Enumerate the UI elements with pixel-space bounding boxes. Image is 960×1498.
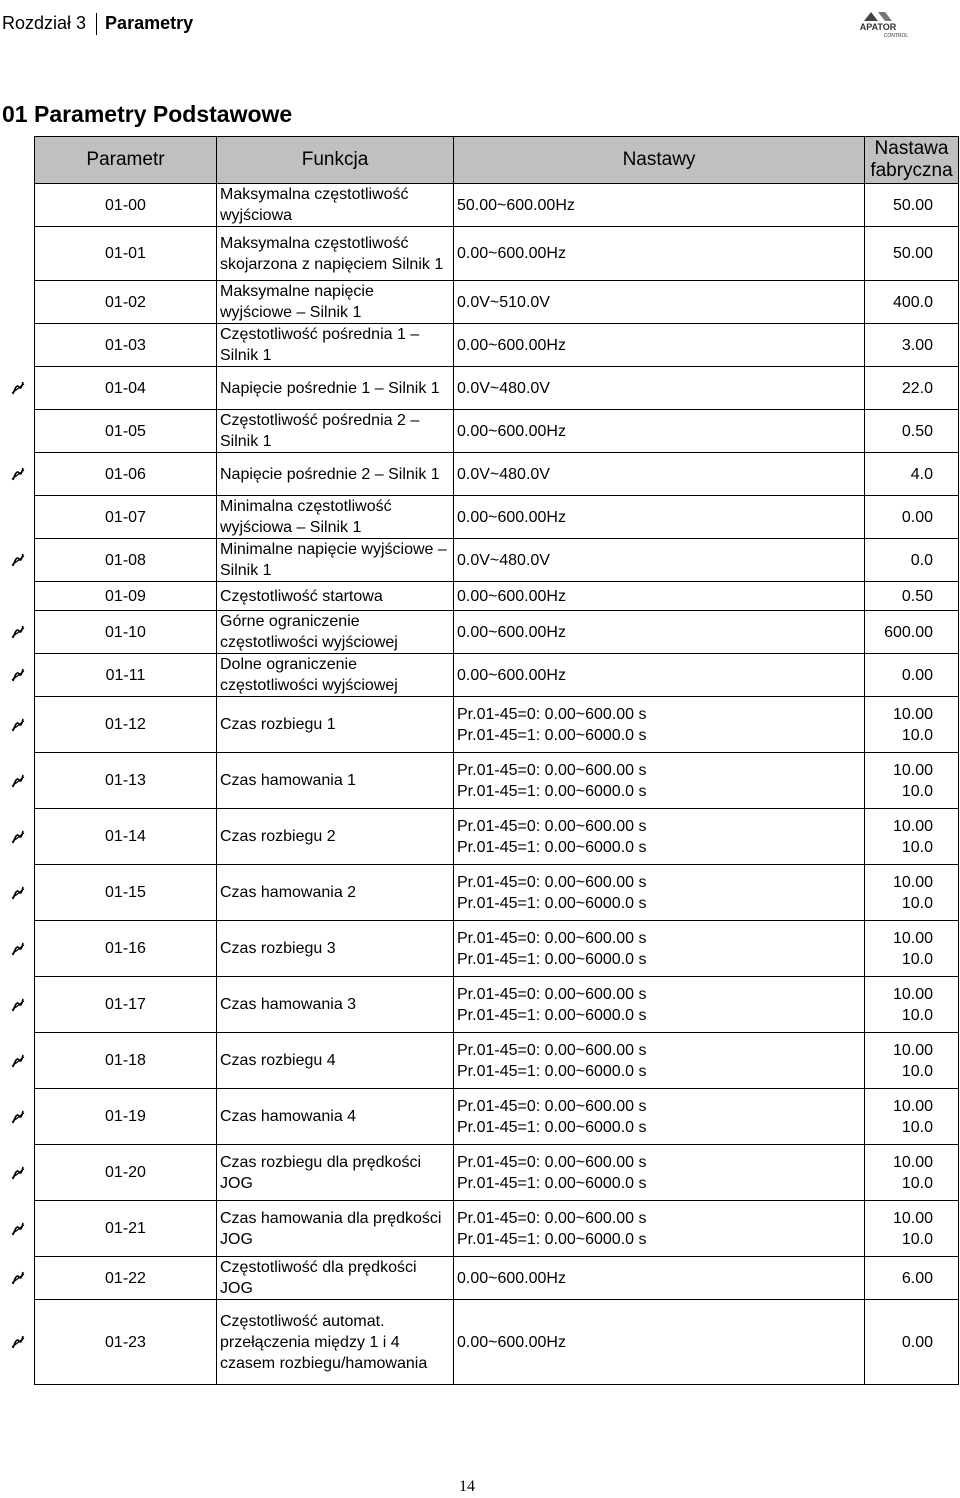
param-default: 6.00 bbox=[865, 1257, 959, 1300]
runtime-change-icon bbox=[11, 716, 25, 734]
column-header-function: Funkcja bbox=[217, 137, 454, 184]
column-header-default: Nastawa fabryczna bbox=[865, 137, 959, 184]
param-default: 22.0 bbox=[865, 367, 959, 410]
default-line: 10.0 bbox=[901, 782, 933, 800]
table-row bbox=[35, 977, 959, 1033]
param-code bbox=[35, 697, 217, 753]
parameter-table bbox=[34, 136, 959, 1385]
param-settings: 0.00~600.00Hz bbox=[454, 324, 865, 367]
param-code bbox=[35, 582, 217, 611]
default-line: 10.0 bbox=[901, 894, 933, 912]
param-code-text: 01-11 bbox=[105, 666, 146, 684]
param-function: Górne ograniczenie częstotliwości wyjściowej bbox=[217, 611, 454, 654]
settings-line: Pr.01-45=1: 0.00~6000.0 s bbox=[457, 838, 647, 856]
chapter-number: Rozdział 3 bbox=[2, 13, 87, 33]
param-settings: 0.00~600.00Hz bbox=[454, 1300, 865, 1385]
table-row bbox=[35, 611, 959, 654]
param-settings: 0.00~600.00Hz bbox=[454, 496, 865, 539]
default-line: 10.0 bbox=[901, 726, 933, 744]
table-row bbox=[35, 1033, 959, 1089]
param-default: 50.00 bbox=[865, 227, 959, 281]
table-row bbox=[35, 281, 959, 324]
settings-line: Pr.01-45=1: 0.00~6000.0 s bbox=[457, 1118, 647, 1136]
param-default: 3.00 bbox=[865, 324, 959, 367]
param-code-text: 01-20 bbox=[105, 1164, 146, 1181]
param-default: 0.00 bbox=[865, 496, 959, 539]
param-code bbox=[35, 367, 217, 410]
param-function: Czas hamowania 3 bbox=[217, 977, 454, 1033]
param-default: 0.00 bbox=[865, 1300, 959, 1385]
runtime-change-icon bbox=[11, 884, 25, 902]
settings-line: Pr.01-45=0: 0.00~600.00 s bbox=[457, 1209, 647, 1227]
param-settings bbox=[454, 1089, 865, 1145]
svg-text:APATOR: APATOR bbox=[859, 22, 897, 32]
svg-text:CONTROL: CONTROL bbox=[883, 33, 909, 38]
table-row bbox=[35, 654, 959, 697]
settings-line: Pr.01-45=0: 0.00~600.00 s bbox=[457, 1153, 647, 1171]
param-code bbox=[35, 654, 217, 697]
settings-line: Pr.01-45=1: 0.00~6000.0 s bbox=[457, 1230, 647, 1248]
table-row bbox=[35, 753, 959, 809]
table-row bbox=[35, 453, 959, 496]
param-code bbox=[35, 1257, 217, 1300]
param-settings: 0.00~600.00Hz bbox=[454, 410, 865, 453]
param-code bbox=[35, 184, 217, 227]
runtime-change-icon bbox=[11, 1220, 25, 1238]
param-default: 400.0 bbox=[865, 281, 959, 324]
param-function: Napięcie pośrednie 1 – Silnik 1 bbox=[217, 367, 454, 410]
table-body bbox=[35, 184, 959, 1385]
param-settings: 0.00~600.00Hz bbox=[454, 582, 865, 611]
settings-line: Pr.01-45=0: 0.00~600.00 s bbox=[457, 929, 647, 947]
param-code-text: 01-13 bbox=[105, 772, 146, 789]
default-line: 10.00 bbox=[892, 985, 933, 1003]
table-row bbox=[35, 1300, 959, 1385]
settings-line: Pr.01-45=0: 0.00~600.00 s bbox=[457, 1097, 647, 1115]
param-code bbox=[35, 753, 217, 809]
table-row bbox=[35, 410, 959, 453]
param-settings bbox=[454, 977, 865, 1033]
column-header-parameter: Parametr bbox=[35, 137, 217, 184]
param-default bbox=[865, 1145, 959, 1201]
param-settings: 0.0V~480.0V bbox=[454, 367, 865, 410]
param-default bbox=[865, 1201, 959, 1257]
table-row bbox=[35, 227, 959, 281]
param-function: Minimalne napięcie wyjściowe – Silnik 1 bbox=[217, 539, 454, 582]
param-default: 4.0 bbox=[865, 453, 959, 496]
runtime-change-icon bbox=[11, 1333, 25, 1351]
runtime-change-icon bbox=[11, 465, 25, 483]
param-settings: 0.00~600.00Hz bbox=[454, 227, 865, 281]
param-code bbox=[35, 453, 217, 496]
table-row bbox=[35, 582, 959, 611]
default-line: 10.0 bbox=[901, 1006, 933, 1024]
param-code bbox=[35, 865, 217, 921]
settings-line: Pr.01-45=0: 0.00~600.00 s bbox=[457, 817, 647, 835]
param-default: 600.00 bbox=[865, 611, 959, 654]
param-code bbox=[35, 1145, 217, 1201]
param-code-text: 01-16 bbox=[105, 940, 146, 957]
param-code bbox=[35, 281, 217, 324]
settings-line: Pr.01-45=1: 0.00~6000.0 s bbox=[457, 782, 647, 800]
param-function: Czas hamowania 2 bbox=[217, 865, 454, 921]
param-settings: 0.00~600.00Hz bbox=[454, 1257, 865, 1300]
param-code bbox=[35, 809, 217, 865]
param-function: Maksymalna częstotliwość wyjściowa bbox=[217, 184, 454, 227]
column-header-settings: Nastawy bbox=[454, 137, 865, 184]
param-settings bbox=[454, 1145, 865, 1201]
param-code-text: 01-05 bbox=[105, 422, 146, 440]
runtime-change-icon bbox=[11, 772, 25, 790]
table-row bbox=[35, 539, 959, 582]
param-function: Minimalna częstotliwość wyjściowa – Silnik 1 bbox=[217, 496, 454, 539]
param-settings bbox=[454, 865, 865, 921]
param-default bbox=[865, 1033, 959, 1089]
param-code bbox=[35, 227, 217, 281]
runtime-change-icon bbox=[11, 828, 25, 846]
settings-line: Pr.01-45=1: 0.00~6000.0 s bbox=[457, 1062, 647, 1080]
runtime-change-icon bbox=[11, 1052, 25, 1070]
runtime-change-icon bbox=[11, 666, 25, 684]
param-default bbox=[865, 697, 959, 753]
table-row bbox=[35, 865, 959, 921]
param-default: 0.50 bbox=[865, 410, 959, 453]
settings-line: Pr.01-45=0: 0.00~600.00 s bbox=[457, 761, 647, 779]
settings-line: Pr.01-45=0: 0.00~600.00 s bbox=[457, 873, 647, 891]
param-function: Częstotliwość automat. przełączenia między 1 i 4 czasem rozbiegu/hamowania bbox=[217, 1300, 454, 1385]
param-function: Czas rozbiegu 2 bbox=[217, 809, 454, 865]
param-code-text: 01-23 bbox=[105, 1333, 146, 1351]
default-line: 10.0 bbox=[901, 838, 933, 856]
param-default bbox=[865, 1089, 959, 1145]
param-settings bbox=[454, 753, 865, 809]
default-line: 10.00 bbox=[892, 1153, 933, 1171]
param-function: Czas rozbiegu 1 bbox=[217, 697, 454, 753]
default-line: 10.0 bbox=[901, 950, 933, 968]
runtime-change-icon bbox=[11, 379, 25, 397]
param-code bbox=[35, 539, 217, 582]
default-line: 10.0 bbox=[901, 1230, 933, 1248]
param-default: 50.00 bbox=[865, 184, 959, 227]
param-code-text: 01-06 bbox=[105, 465, 146, 483]
table-row bbox=[35, 1145, 959, 1201]
default-line: 10.00 bbox=[892, 1041, 933, 1059]
param-code bbox=[35, 496, 217, 539]
param-code-text: 01-17 bbox=[105, 996, 146, 1013]
settings-line: Pr.01-45=0: 0.00~600.00 s bbox=[457, 985, 647, 1003]
param-default bbox=[865, 921, 959, 977]
param-code-text: 01-01 bbox=[105, 245, 146, 262]
runtime-change-icon bbox=[11, 623, 25, 641]
runtime-change-icon bbox=[11, 1164, 25, 1182]
default-line: 10.00 bbox=[892, 1097, 933, 1115]
section-title: 01 Parametry Podstawowe bbox=[2, 101, 293, 127]
table-row bbox=[35, 496, 959, 539]
param-settings: 0.00~600.00Hz bbox=[454, 611, 865, 654]
param-settings: 50.00~600.00Hz bbox=[454, 184, 865, 227]
param-function: Czas hamowania 1 bbox=[217, 753, 454, 809]
table-header-row bbox=[35, 137, 959, 184]
param-function: Częstotliwość startowa bbox=[217, 582, 454, 611]
runtime-change-icon bbox=[11, 1108, 25, 1126]
page-number: 14 bbox=[459, 1478, 475, 1495]
table-row bbox=[35, 1257, 959, 1300]
param-settings bbox=[454, 1033, 865, 1089]
apator-logo bbox=[838, 10, 918, 38]
default-line: 10.00 bbox=[892, 873, 933, 891]
settings-line: Pr.01-45=0: 0.00~600.00 s bbox=[457, 1041, 647, 1059]
chapter-title: Parametry bbox=[105, 13, 194, 33]
param-code-text: 01-22 bbox=[105, 1269, 146, 1287]
param-code bbox=[35, 611, 217, 654]
param-code bbox=[35, 324, 217, 367]
param-code-text: 01-02 bbox=[105, 293, 146, 311]
param-code bbox=[35, 1300, 217, 1385]
table-row bbox=[35, 1089, 959, 1145]
param-function: Napięcie pośrednie 2 – Silnik 1 bbox=[217, 453, 454, 496]
param-function: Dolne ograniczenie częstotliwości wyjściowej bbox=[217, 654, 454, 697]
default-line: 10.00 bbox=[892, 761, 933, 779]
param-settings: 0.0V~480.0V bbox=[454, 539, 865, 582]
param-settings bbox=[454, 697, 865, 753]
param-code-text: 01-08 bbox=[105, 551, 146, 569]
param-default bbox=[865, 865, 959, 921]
runtime-change-icon bbox=[11, 940, 25, 958]
header-separator bbox=[96, 13, 97, 35]
table-row bbox=[35, 367, 959, 410]
param-function: Maksymalne napięcie wyjściowe – Silnik 1 bbox=[217, 281, 454, 324]
settings-line: Pr.01-45=1: 0.00~6000.0 s bbox=[457, 1006, 647, 1024]
table-row bbox=[35, 809, 959, 865]
default-line: 10.00 bbox=[892, 705, 933, 723]
param-settings: 0.00~600.00Hz bbox=[454, 654, 865, 697]
param-default: 0.00 bbox=[865, 654, 959, 697]
param-code-text: 01-09 bbox=[105, 587, 146, 605]
table-row bbox=[35, 921, 959, 977]
table-row bbox=[35, 324, 959, 367]
settings-line: Pr.01-45=1: 0.00~6000.0 s bbox=[457, 950, 647, 968]
chapter-label bbox=[2, 13, 193, 35]
param-code-text: 01-18 bbox=[105, 1052, 146, 1069]
settings-line: Pr.01-45=1: 0.00~6000.0 s bbox=[457, 894, 647, 912]
runtime-change-icon bbox=[11, 1269, 25, 1287]
param-code-text: 01-21 bbox=[105, 1220, 146, 1237]
param-code bbox=[35, 1089, 217, 1145]
param-default bbox=[865, 753, 959, 809]
table-row bbox=[35, 1201, 959, 1257]
param-code-text: 01-03 bbox=[105, 336, 146, 354]
param-default: 0.50 bbox=[865, 582, 959, 611]
param-settings: 0.0V~480.0V bbox=[454, 453, 865, 496]
param-function: Czas rozbiegu 3 bbox=[217, 921, 454, 977]
default-line: 10.0 bbox=[901, 1118, 933, 1136]
param-function: Czas rozbiegu 4 bbox=[217, 1033, 454, 1089]
runtime-change-icon bbox=[11, 551, 25, 569]
param-code-text: 01-12 bbox=[105, 716, 146, 733]
param-settings bbox=[454, 809, 865, 865]
table-row bbox=[35, 184, 959, 227]
param-function: Maksymalna częstotliwość skojarzona z napięciem Silnik 1 bbox=[217, 227, 454, 281]
param-function: Czas rozbiegu dla prędkości JOG bbox=[217, 1145, 454, 1201]
param-settings bbox=[454, 1201, 865, 1257]
settings-line: Pr.01-45=1: 0.00~6000.0 s bbox=[457, 726, 647, 744]
param-default bbox=[865, 809, 959, 865]
param-default: 0.0 bbox=[865, 539, 959, 582]
param-function: Czas hamowania 4 bbox=[217, 1089, 454, 1145]
default-line: 10.0 bbox=[901, 1062, 933, 1080]
param-code bbox=[35, 1201, 217, 1257]
param-function: Częstotliwość dla prędkości JOG bbox=[217, 1257, 454, 1300]
page-header bbox=[0, 0, 960, 50]
param-code-text: 01-10 bbox=[105, 623, 146, 641]
param-code bbox=[35, 1033, 217, 1089]
param-code bbox=[35, 410, 217, 453]
param-function: Częstotliwość pośrednia 1 – Silnik 1 bbox=[217, 324, 454, 367]
default-line: 10.0 bbox=[901, 1174, 933, 1192]
param-code bbox=[35, 921, 217, 977]
param-code-text: 01-19 bbox=[105, 1108, 146, 1125]
param-code bbox=[35, 977, 217, 1033]
settings-line: Pr.01-45=0: 0.00~600.00 s bbox=[457, 705, 647, 723]
param-settings bbox=[454, 921, 865, 977]
param-function: Częstotliwość pośrednia 2 – Silnik 1 bbox=[217, 410, 454, 453]
param-settings: 0.0V~510.0V bbox=[454, 281, 865, 324]
param-code-text: 01-14 bbox=[105, 828, 146, 845]
default-line: 10.00 bbox=[892, 817, 933, 835]
default-line: 10.00 bbox=[892, 929, 933, 947]
param-default bbox=[865, 977, 959, 1033]
param-code-text: 01-00 bbox=[105, 196, 146, 214]
settings-line: Pr.01-45=1: 0.00~6000.0 s bbox=[457, 1174, 647, 1192]
default-line: 10.00 bbox=[892, 1209, 933, 1227]
param-function: Czas hamowania dla prędkości JOG bbox=[217, 1201, 454, 1257]
param-code-text: 01-15 bbox=[105, 884, 146, 901]
runtime-change-icon bbox=[11, 996, 25, 1014]
param-code-text: 01-07 bbox=[105, 508, 146, 526]
table-row bbox=[35, 697, 959, 753]
param-code-text: 01-04 bbox=[105, 379, 146, 397]
